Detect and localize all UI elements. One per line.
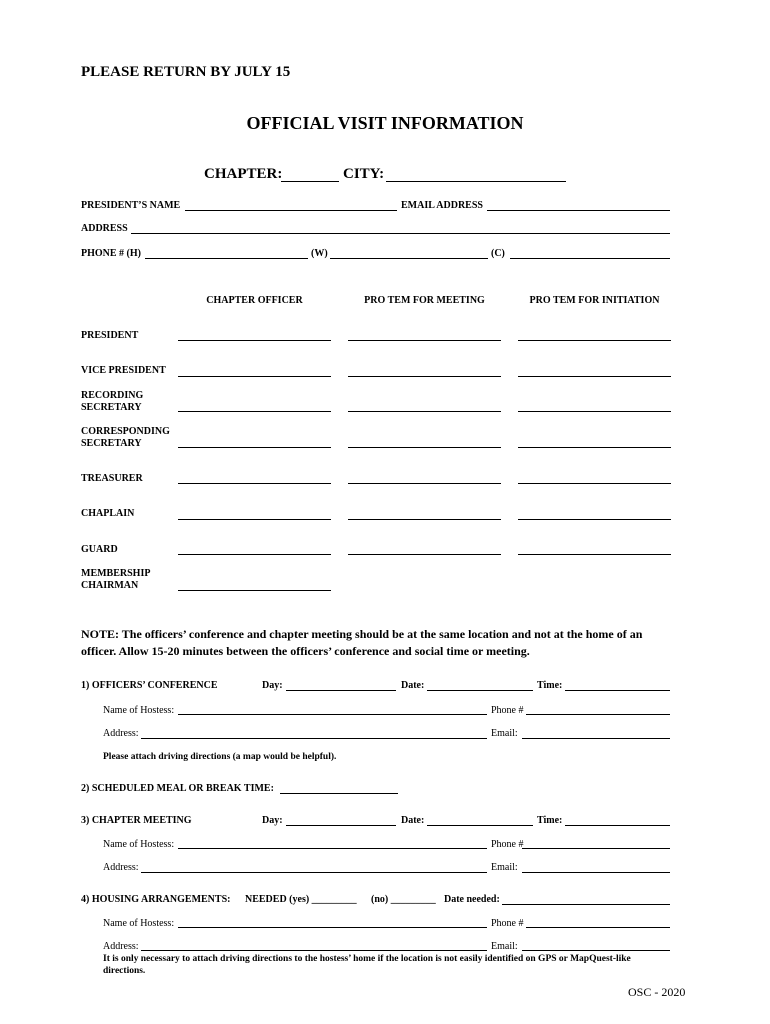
section2-title: 2) SCHEDULED MEAL OR BREAK TIME: [81, 783, 274, 794]
section3-hostess-label: Name of Hostess: [103, 839, 175, 850]
officer-field-chaplain-meeting[interactable] [348, 519, 501, 520]
phone-home-field[interactable] [145, 258, 308, 259]
president-name-field[interactable] [185, 210, 397, 211]
officer-label-vice-president: VICE PRESIDENT [81, 365, 166, 376]
section3-phone-label: Phone # [491, 839, 524, 850]
section1-hostess-label: Name of Hostess: [103, 705, 175, 716]
officer-field-guard-initiation[interactable] [518, 554, 671, 555]
section1-phone-label: Phone # [491, 705, 524, 716]
phone-work-label: (W) [311, 248, 328, 259]
col-header-chapter-officer: CHAPTER OFFICER [206, 295, 303, 306]
officer-field-president-chapter[interactable] [178, 340, 331, 341]
phone-work-field[interactable] [330, 258, 488, 259]
officer-field-vp-chapter[interactable] [178, 376, 331, 377]
section3-time-label: Time: [537, 815, 563, 826]
section1-day-label: Day: [262, 680, 283, 691]
officer-field-recsec-initiation[interactable] [518, 411, 671, 412]
section3-email-label: Email: [491, 862, 518, 873]
officer-label-corresponding-secretary: CORRESPONDING SECRETARY [81, 426, 170, 449]
phone-cell-field[interactable] [510, 258, 670, 259]
section1-email-field[interactable] [522, 738, 670, 739]
section3-day-field[interactable] [286, 825, 396, 826]
section4-hostess-label: Name of Hostess: [103, 918, 175, 929]
section1-email-label: Email: [491, 728, 518, 739]
section1-date-label: Date: [401, 680, 425, 691]
col-header-pro-tem-meeting: PRO TEM FOR MEETING [364, 295, 485, 306]
section1-date-field[interactable] [427, 690, 533, 691]
section4-phone-field[interactable] [526, 927, 670, 928]
section4-needed-yes[interactable]: NEEDED (yes) _________ [245, 894, 357, 905]
section4-title: 4) HOUSING ARRANGEMENTS: [81, 894, 231, 905]
note-line-2: officer. Allow 15-20 minutes between the officers’ conference and social time or meeting. [81, 644, 530, 658]
section4-footnote-line-2: directions. [103, 966, 146, 976]
email-address-field[interactable] [487, 210, 670, 211]
officer-field-treasurer-chapter[interactable] [178, 483, 331, 484]
officer-field-membership-chapter[interactable] [178, 590, 331, 591]
officer-field-corrsec-initiation[interactable] [518, 447, 671, 448]
section3-date-field[interactable] [427, 825, 533, 826]
officer-field-vp-initiation[interactable] [518, 376, 671, 377]
section1-directions-note: Please attach driving directions (a map would be helpful). [103, 752, 337, 762]
section1-day-field[interactable] [286, 690, 396, 691]
section1-address-field[interactable] [141, 738, 487, 739]
section4-date-needed-label: Date needed: [444, 894, 500, 905]
section3-hostess-field[interactable] [178, 848, 487, 849]
chapter-label: CHAPTER: [204, 166, 283, 182]
officer-field-guard-chapter[interactable] [178, 554, 331, 555]
section4-date-needed-field[interactable] [502, 904, 670, 905]
section1-phone-field[interactable] [526, 714, 670, 715]
section4-phone-label: Phone # [491, 918, 524, 929]
address-label: ADDRESS [81, 223, 128, 234]
section1-title: 1) OFFICERS’ CONFERENCE [81, 680, 218, 691]
section3-title: 3) CHAPTER MEETING [81, 815, 192, 826]
section4-hostess-field[interactable] [178, 927, 487, 928]
form-code: OSC - 2020 [628, 985, 686, 999]
chapter-field[interactable] [281, 181, 339, 182]
section4-needed-no[interactable]: (no) _________ [371, 894, 436, 905]
return-by-notice: PLEASE RETURN BY JULY 15 [81, 64, 291, 80]
president-name-label: PRESIDENT’S NAME [81, 200, 181, 211]
page-title: OFFICIAL VISIT INFORMATION [246, 113, 524, 133]
section1-time-label: Time: [537, 680, 563, 691]
section1-address-label: Address: [103, 728, 139, 739]
section3-email-field[interactable] [522, 872, 670, 873]
city-label: CITY: [343, 166, 385, 182]
officer-label-recording-secretary: RECORDING SECRETARY [81, 390, 144, 413]
officer-label-president: PRESIDENT [81, 330, 139, 341]
section4-address-field[interactable] [141, 950, 487, 951]
section2-time-field[interactable] [280, 793, 398, 794]
officer-label-chaplain: CHAPLAIN [81, 508, 135, 519]
officer-field-president-initiation[interactable] [518, 340, 671, 341]
email-address-label: EMAIL ADDRESS [401, 200, 483, 211]
officer-field-corrsec-meeting[interactable] [348, 447, 501, 448]
officer-label-guard: GUARD [81, 544, 118, 555]
phone-cell-label: (C) [491, 248, 505, 259]
section1-time-field[interactable] [565, 690, 670, 691]
section3-address-label: Address: [103, 862, 139, 873]
officer-field-corrsec-chapter[interactable] [178, 447, 331, 448]
section3-address-field[interactable] [141, 872, 487, 873]
phone-home-label: PHONE # (H) [81, 248, 141, 259]
section4-email-label: Email: [491, 941, 518, 952]
officer-field-recsec-chapter[interactable] [178, 411, 331, 412]
officer-field-recsec-meeting[interactable] [348, 411, 501, 412]
officer-label-membership-chairman: MEMBERSHIP CHAIRMAN [81, 568, 151, 591]
officer-field-treasurer-initiation[interactable] [518, 483, 671, 484]
officer-field-president-meeting[interactable] [348, 340, 501, 341]
section4-email-field[interactable] [522, 950, 670, 951]
section4-address-label: Address: [103, 941, 139, 952]
officer-field-guard-meeting[interactable] [348, 554, 501, 555]
officer-label-treasurer: TREASURER [81, 473, 143, 484]
officer-field-chaplain-chapter[interactable] [178, 519, 331, 520]
section3-day-label: Day: [262, 815, 283, 826]
officer-field-vp-meeting[interactable] [348, 376, 501, 377]
section3-date-label: Date: [401, 815, 425, 826]
officer-field-chaplain-initiation[interactable] [518, 519, 671, 520]
city-field[interactable] [386, 181, 566, 182]
section3-phone-field[interactable] [522, 848, 670, 849]
section4-footnote-line-1: It is only necessary to attach driving directions to the hostess’ home if the location is not easily identified on GPS or MapQuest-like [103, 954, 631, 964]
officer-field-treasurer-meeting[interactable] [348, 483, 501, 484]
col-header-pro-tem-initiation: PRO TEM FOR INITIATION [529, 295, 660, 306]
address-field[interactable] [131, 233, 670, 234]
section1-hostess-field[interactable] [178, 714, 487, 715]
note-line-1: NOTE: The officers’ conference and chapter meeting should be at the same location and not at the home of an [81, 627, 643, 641]
section3-time-field[interactable] [565, 825, 670, 826]
